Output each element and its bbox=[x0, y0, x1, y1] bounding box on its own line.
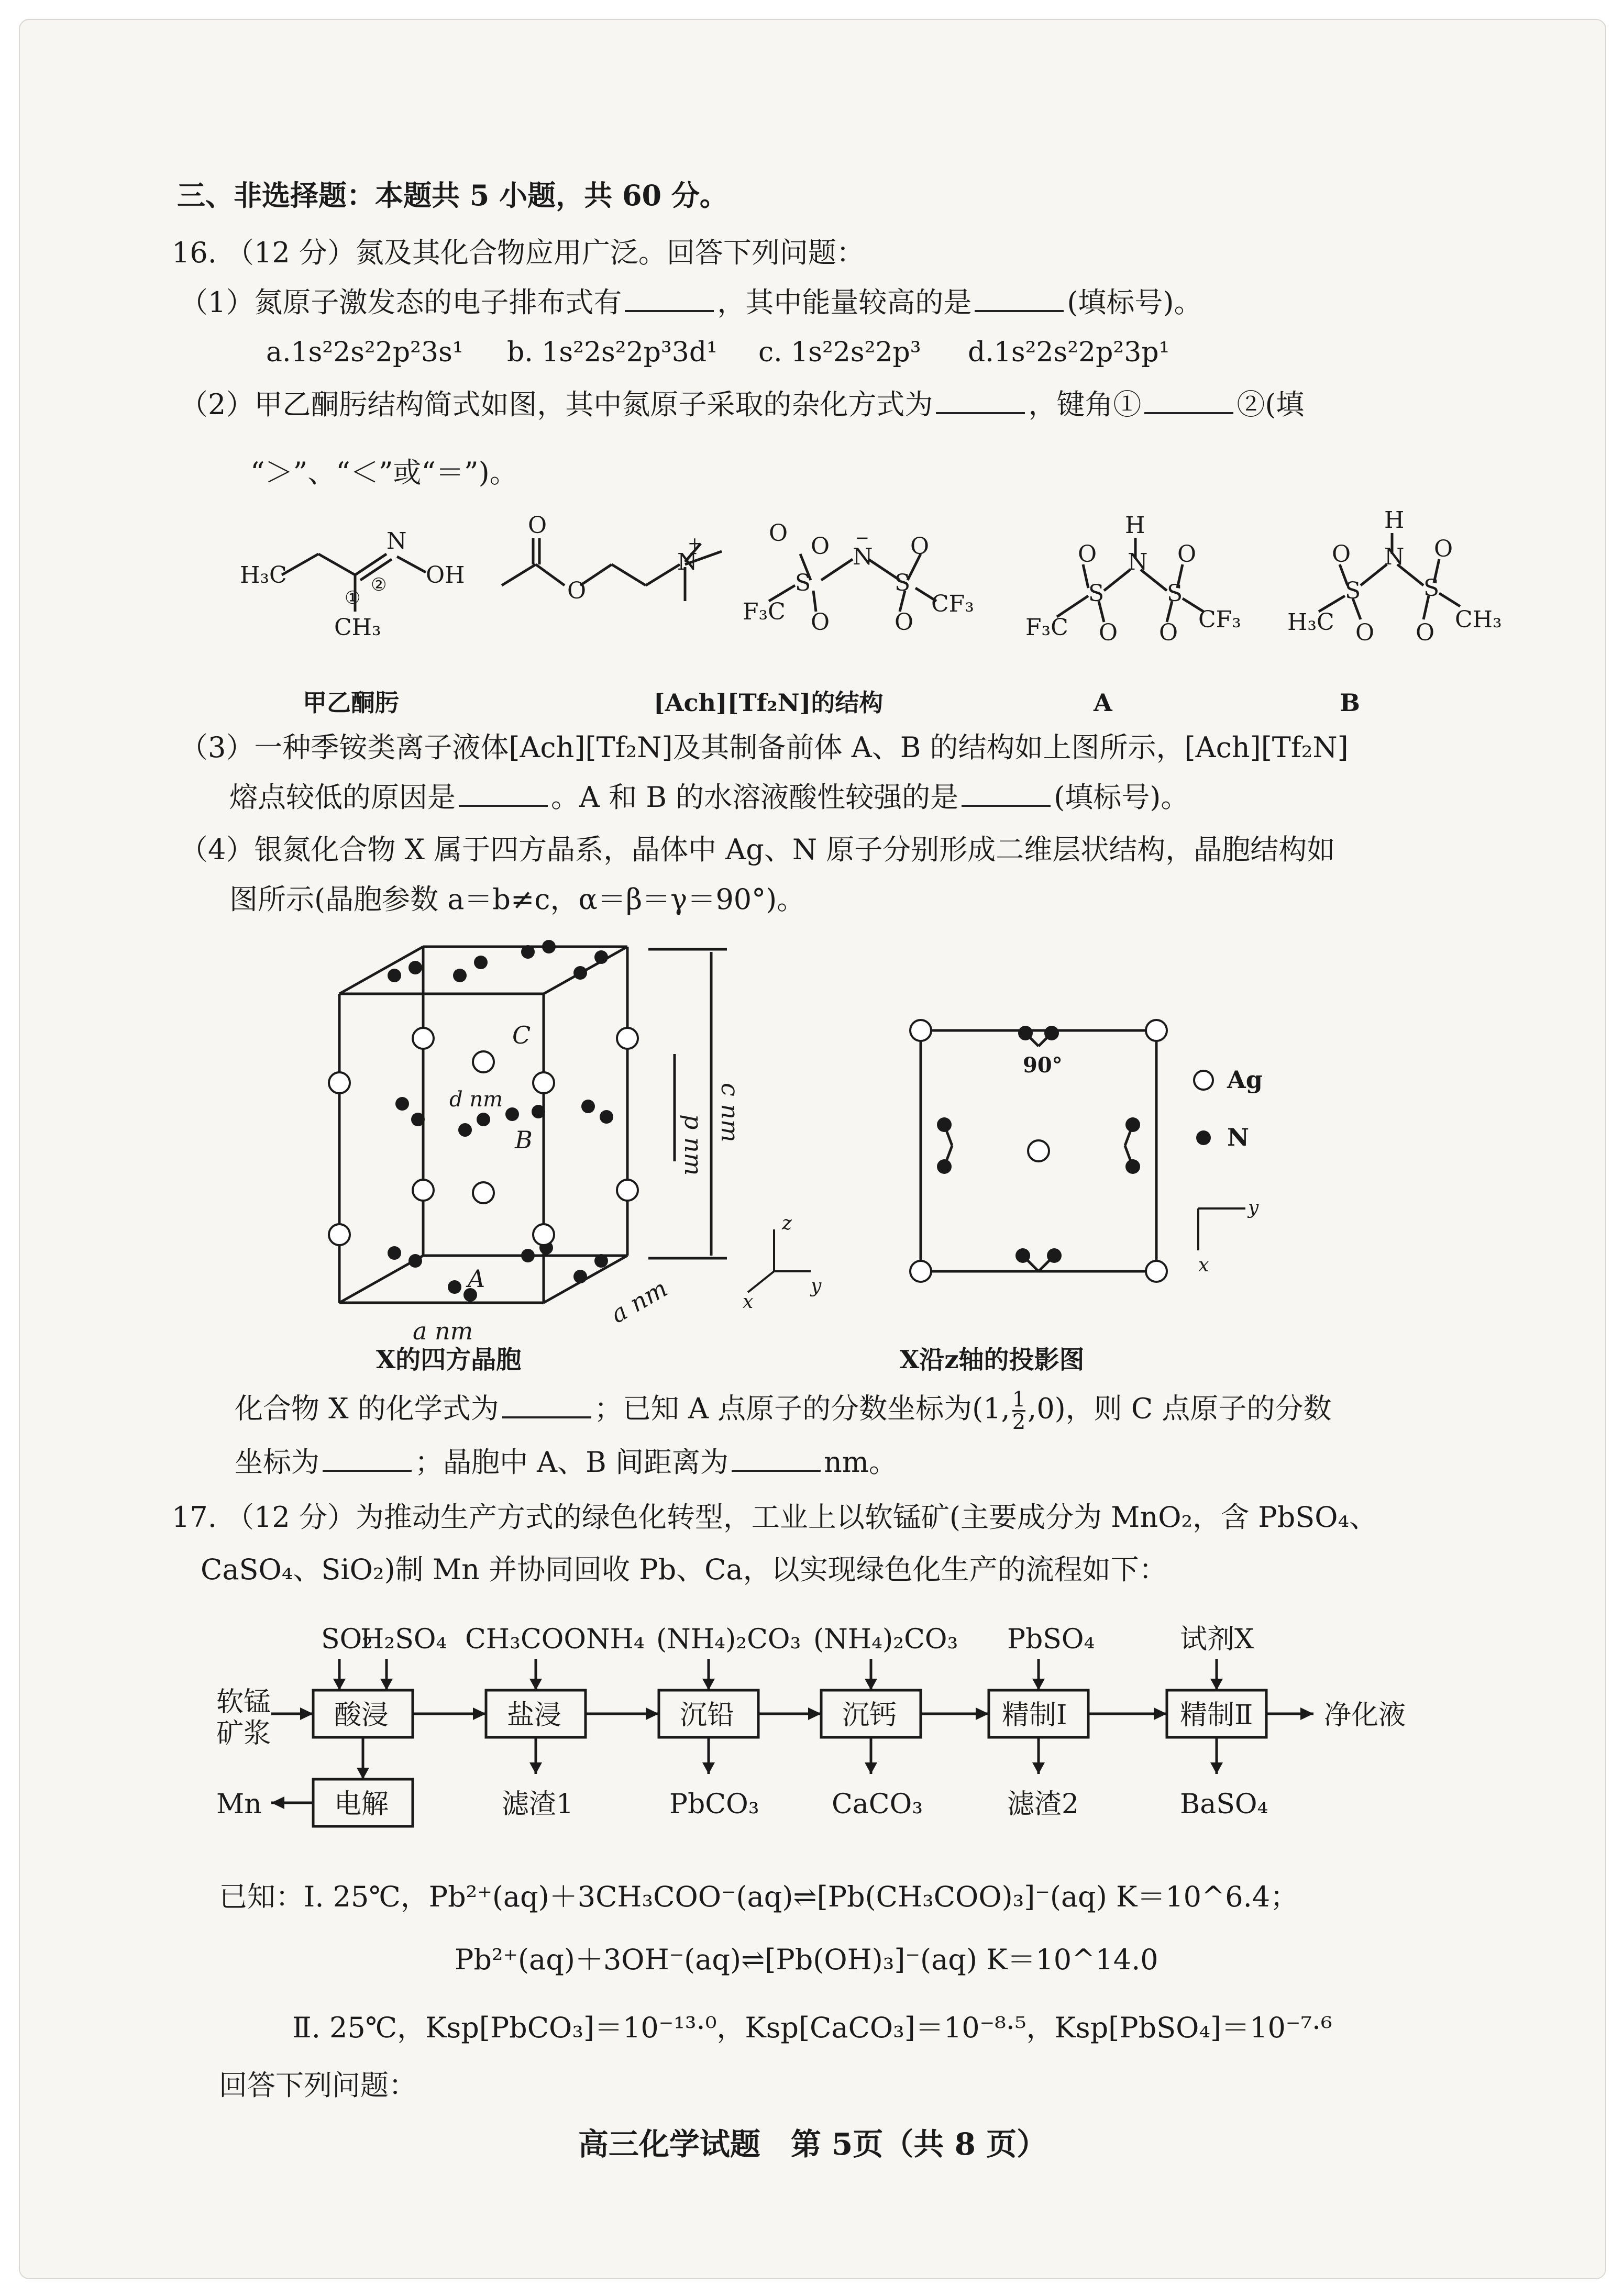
projection-caption: X沿z轴的投影图 bbox=[900, 1345, 1085, 1374]
reagent-label: H₂SO₄ bbox=[360, 1624, 447, 1655]
svg-text:B: B bbox=[515, 1126, 533, 1154]
option-c: c. 1s²2s²2p³ bbox=[758, 337, 921, 368]
q16-part4-question-cont: 坐标为 ；晶胞中 A、B 间距离为 nm。 bbox=[235, 1446, 897, 1479]
svg-text:H₃C: H₃C bbox=[240, 562, 287, 589]
q16-part4: （4）银氮化合物 X 属于四方晶系，晶体中 Ag、N 原子分别形成二维层状结构，晶胞结构如 bbox=[180, 833, 1335, 866]
svg-text:H: H bbox=[1384, 507, 1405, 534]
q17-header: 17. （12 分）为推动生产方式的绿色化转型，工业上以软锰矿(主要成分为 MnO₂，含 PbSO₄、 bbox=[172, 1501, 1378, 1534]
exam-page bbox=[19, 19, 1606, 2279]
svg-text:CF₃: CF₃ bbox=[931, 591, 974, 617]
svg-text:S: S bbox=[795, 570, 811, 596]
svg-text:N: N bbox=[853, 544, 873, 570]
struct-label: 甲乙酮肟 bbox=[303, 689, 399, 717]
svg-text:CH₃: CH₃ bbox=[334, 614, 381, 641]
svg-text:H₃C: H₃C bbox=[1287, 609, 1334, 636]
answer-blank bbox=[502, 1392, 591, 1418]
output-label: PbCO₃ bbox=[669, 1789, 759, 1820]
output-label: 滤渣2 bbox=[1007, 1789, 1079, 1820]
struct-label: [Ach][Tf₂N]的结构 bbox=[654, 689, 884, 717]
option-d: d.1s²2s²2p²3p¹ bbox=[968, 337, 1170, 368]
output-label: CaCO₃ bbox=[832, 1789, 923, 1820]
svg-text:N: N bbox=[387, 528, 407, 554]
answer-blank bbox=[936, 388, 1025, 414]
mn-label: Mn bbox=[216, 1789, 262, 1820]
q16-part2: （2）甲乙酮肟结构简式如图，其中氮原子采取的杂化方式为 ，键角① ②(填 bbox=[180, 388, 1305, 421]
answer-blank bbox=[732, 1446, 821, 1472]
svg-text:CH₃: CH₃ bbox=[1455, 606, 1502, 633]
svg-text:y: y bbox=[1248, 1197, 1259, 1218]
known-1: 已知：Ⅰ. 25℃，Pb²⁺(aq)＋3CH₃COO⁻(aq)⇌[Pb(CH₃COO)₃]⁻(aq) K＝10^6.4； bbox=[219, 1880, 1299, 1913]
reagent-label: (NH₄)₂CO₃ bbox=[813, 1624, 958, 1655]
feed-label: 软锰 bbox=[216, 1687, 271, 1718]
answer-blank bbox=[975, 286, 1064, 312]
svg-text:x: x bbox=[1198, 1255, 1209, 1276]
known-2: Pb²⁺(aq)＋3OH⁻(aq)⇌[Pb(OH)₃]⁻(aq) K＝10^14.0 bbox=[455, 1943, 1158, 1976]
svg-text:A: A bbox=[468, 1265, 485, 1293]
q16-part3: （3）一种季铵类离子液体[Ach][Tf₂N]及其制备前体 A、B 的结构如上图所示，[Ach][Tf₂N] bbox=[180, 731, 1349, 764]
svg-text:O: O bbox=[1177, 541, 1197, 568]
svg-text:CF₃: CF₃ bbox=[1198, 606, 1241, 633]
struct-label: B bbox=[1340, 689, 1360, 717]
angle-label: 90° bbox=[1023, 1053, 1063, 1078]
svg-text:x: x bbox=[743, 1291, 754, 1313]
crystal-figures bbox=[308, 926, 1303, 1360]
process-flow bbox=[193, 1617, 1476, 1858]
section-title: 三、非选择题：本题共 5 小题，共 60 分。 bbox=[177, 179, 728, 212]
reagent-label: 试剂X bbox=[1180, 1624, 1254, 1655]
answer-blank bbox=[625, 286, 714, 312]
ask-line: 回答下列问题： bbox=[219, 2069, 417, 2102]
output-label: 滤渣1 bbox=[502, 1789, 574, 1820]
svg-text:O: O bbox=[1416, 619, 1435, 646]
legend-n: N bbox=[1227, 1123, 1250, 1151]
svg-text:S: S bbox=[1423, 575, 1440, 602]
page-footer: 高三化学试题 第 5页（共 8 页） bbox=[578, 2126, 1047, 2162]
svg-text:a nm: a nm bbox=[413, 1317, 473, 1345]
svg-text:p nm: p nm bbox=[679, 1114, 708, 1176]
q16-part4-question: 化合物 X 的化学式为 ；已知 A 点原子的分数坐标为(1, $\frac{1}{2}$ ,0)，则 C 点原子的分数 bbox=[235, 1388, 1332, 1434]
answer-blank bbox=[1144, 388, 1233, 414]
svg-text:N: N bbox=[677, 549, 698, 575]
answer-blank bbox=[962, 781, 1051, 807]
svg-text:O: O bbox=[895, 609, 914, 636]
q16-header: 16. （12 分）氮及其化合物应用广泛。回答下列问题： bbox=[172, 236, 865, 269]
feed-label: 矿浆 bbox=[216, 1718, 271, 1749]
svg-text:C: C bbox=[512, 1021, 531, 1049]
option-a: a.1s²2s²2p²3s¹ bbox=[266, 337, 463, 368]
svg-text:OH: OH bbox=[426, 562, 465, 589]
svg-text:c nm: c nm bbox=[716, 1083, 744, 1143]
answer-blank bbox=[459, 781, 548, 807]
svg-text:O: O bbox=[1355, 619, 1375, 646]
svg-text:d nm: d nm bbox=[449, 1088, 503, 1112]
reagent-label: (NH₄)₂CO₃ bbox=[656, 1624, 801, 1655]
svg-text:N: N bbox=[1384, 544, 1405, 570]
svg-text:N: N bbox=[1128, 549, 1148, 575]
svg-text:②: ② bbox=[371, 574, 387, 595]
svg-text:S: S bbox=[1088, 580, 1105, 607]
struct-label: A bbox=[1094, 689, 1112, 717]
svg-text:+: + bbox=[688, 533, 702, 553]
q17-header-cont: CaSO₄、SiO₂)制 Mn 并协同回收 Pb、Ca，以实现绿色化生产的流程如下： bbox=[201, 1553, 1167, 1586]
q16-part4-cont: 图所示(晶胞参数 a＝b≠c，α＝β＝γ＝90°)。 bbox=[229, 883, 805, 916]
step-label: 沉铅 bbox=[680, 1700, 735, 1731]
svg-text:O: O bbox=[1434, 536, 1453, 562]
step-label: 电解 bbox=[334, 1789, 389, 1820]
svg-text:①: ① bbox=[345, 587, 361, 608]
svg-text:H: H bbox=[1125, 512, 1145, 539]
svg-text:F₃C: F₃C bbox=[743, 598, 786, 625]
svg-text:S: S bbox=[1167, 580, 1183, 607]
q16-part2-cont: “＞”、“＜”或“＝”)。 bbox=[250, 456, 518, 489]
svg-text:O: O bbox=[811, 533, 830, 560]
known-3: Ⅱ. 25℃，Ksp[PbCO₃]＝10⁻¹³·⁰，Ksp[CaCO₃]＝10⁻⁸·⁵，Ksp[PbSO₄]＝10⁻⁷·⁶ bbox=[292, 2011, 1332, 2044]
option-b: b. 1s²2s²2p³3d¹ bbox=[507, 337, 718, 368]
output-label: BaSO₄ bbox=[1180, 1789, 1268, 1820]
svg-text:S: S bbox=[1345, 578, 1361, 604]
step-label: 盐浸 bbox=[507, 1700, 562, 1731]
step-label: 精制Ⅰ bbox=[1002, 1700, 1067, 1731]
svg-text:O: O bbox=[769, 520, 788, 547]
q16-part1: （1）氮原子激发态的电子排布式有 ，其中能量较高的是 (填标号)。 bbox=[180, 286, 1202, 319]
answer-blank bbox=[323, 1446, 412, 1472]
svg-text:O: O bbox=[1078, 541, 1097, 568]
svg-text:z: z bbox=[782, 1213, 792, 1234]
svg-text:O: O bbox=[1099, 619, 1118, 646]
svg-text:O: O bbox=[910, 533, 930, 560]
reagent-label: CH₃COONH₄ bbox=[465, 1624, 645, 1655]
svg-text:F₃C: F₃C bbox=[1025, 614, 1068, 641]
cell-caption: X的四方晶胞 bbox=[376, 1345, 522, 1374]
legend-ag: Ag bbox=[1227, 1066, 1263, 1094]
step-label: 沉钙 bbox=[842, 1700, 897, 1731]
step-label: 酸浸 bbox=[334, 1700, 389, 1731]
svg-text:−: − bbox=[855, 528, 869, 548]
reagent-label: SO₂ bbox=[321, 1624, 373, 1655]
svg-text:a nm: a nm bbox=[605, 1274, 672, 1329]
step-label: 精制Ⅱ bbox=[1180, 1700, 1253, 1731]
svg-text:O: O bbox=[1332, 541, 1351, 568]
svg-text:O: O bbox=[567, 578, 587, 604]
svg-text:y: y bbox=[811, 1275, 822, 1297]
svg-text:O: O bbox=[528, 512, 547, 539]
svg-text:O: O bbox=[811, 609, 830, 636]
q16-part3-cont: 熔点较低的原因是 。A 和 B 的水溶液酸性较强的是 (填标号)。 bbox=[229, 781, 1189, 814]
svg-text:O: O bbox=[1159, 619, 1178, 646]
molecular-structures bbox=[219, 507, 1502, 727]
reagent-label: PbSO₄ bbox=[1007, 1624, 1095, 1655]
svg-text:S: S bbox=[895, 570, 911, 596]
product-label: 净化液 bbox=[1324, 1700, 1406, 1731]
